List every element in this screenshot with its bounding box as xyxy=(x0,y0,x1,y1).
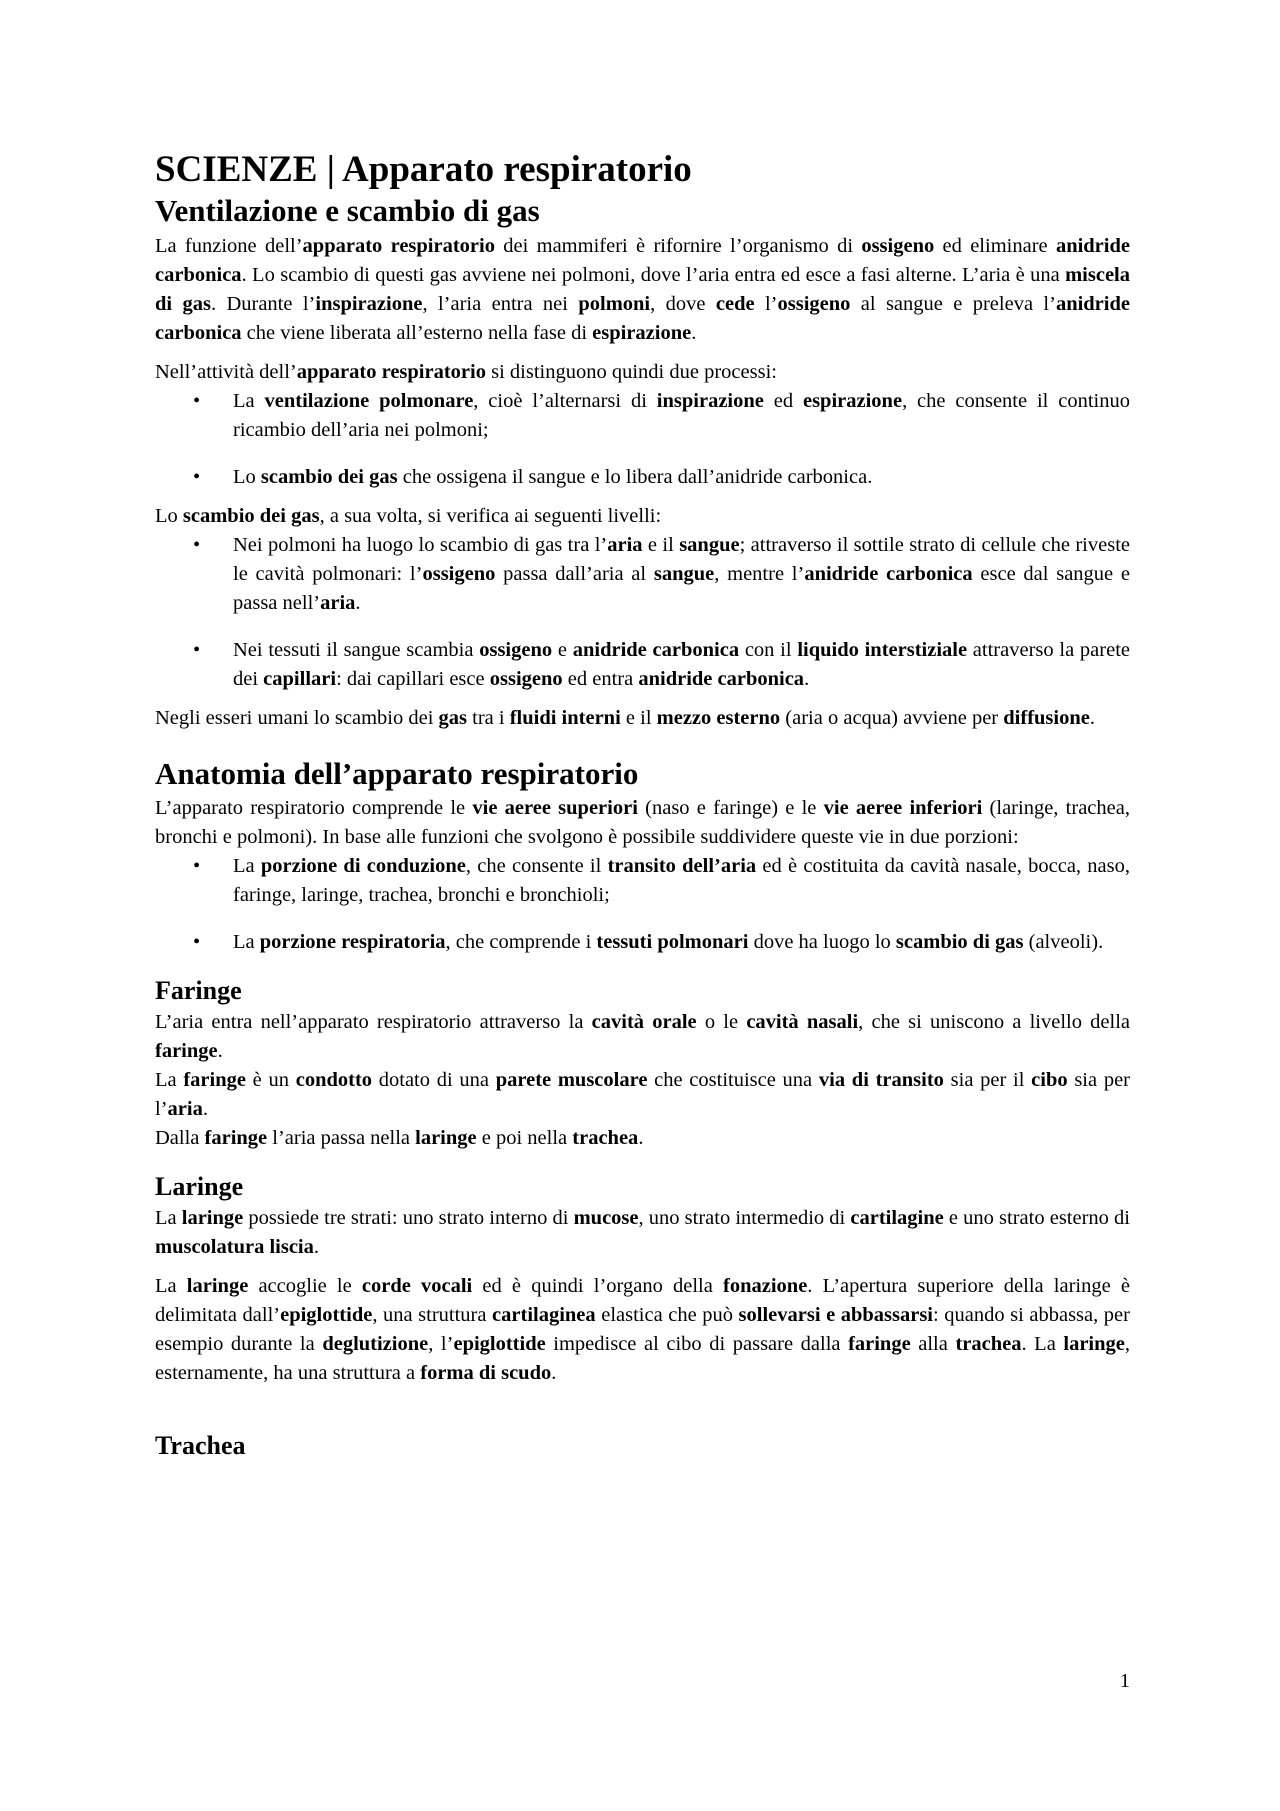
bold-term: laringe xyxy=(181,1207,244,1230)
bold-term: ossigeno xyxy=(489,667,563,690)
bold-term: fonazione xyxy=(723,1275,808,1298)
bold-term: anidride carbonica xyxy=(572,638,740,661)
bold-term: aria xyxy=(320,591,356,614)
bullet-list xyxy=(155,387,1130,492)
bold-term: forma di scudo xyxy=(420,1362,552,1385)
section-heading-anatomia: Anatomia dell’apparato respiratorio xyxy=(155,755,639,791)
bold-term: cavità nasali xyxy=(746,1010,859,1033)
bold-term: anidride carbonica xyxy=(155,234,1130,286)
bold-term: epiglottide xyxy=(280,1304,373,1327)
bold-term: sangue xyxy=(679,533,740,556)
bold-term: trachea xyxy=(955,1333,1022,1356)
bold-term: capillari xyxy=(263,667,337,690)
bold-term: porzione respiratoria xyxy=(259,930,446,953)
list-item: • La porzione respiratoria, che comprende i tessuti polmonari dove ha luogo lo scambio di gas (alveoli). xyxy=(155,928,1130,957)
page-number: 1 xyxy=(1119,1670,1130,1692)
bold-term: gas xyxy=(438,706,468,729)
bold-term: apparato respiratorio xyxy=(302,234,495,257)
bold-term: espirazione xyxy=(802,389,903,412)
paragraph: La laringe accoglie le corde vocali ed è quindi l’organo della fonazione. L’apertura superiore della laringe è delimitata dall’epiglottide, una struttura cartilaginea elastica che può sollevarsi e abbassarsi: quando si abbassa, per esempio durante la deglutizione, l’epiglottide impedisce al cibo di passare dalla faringe alla trachea. La laringe, esternamente, ha una struttura a forma di scudo. xyxy=(155,1275,1130,1385)
bold-term: laringe xyxy=(186,1275,249,1298)
bullet-icon: • xyxy=(193,389,201,412)
bold-term: miscela di gas xyxy=(155,263,1130,315)
document-page xyxy=(155,148,1130,1463)
paragraph: La faringe è un condotto dotato di una parete muscolare che costituisce una via di transito sia per il cibo sia per l’aria. xyxy=(155,1068,1130,1120)
bold-term: scambio dei gas xyxy=(182,504,320,527)
bullet-icon: • xyxy=(193,638,201,661)
bold-term: sangue xyxy=(653,562,715,585)
bullet-icon: • xyxy=(193,465,201,488)
bold-term: apparato respiratorio xyxy=(296,360,486,383)
bold-term: vie aeree superiori xyxy=(472,796,638,819)
bold-term: scambio di gas xyxy=(895,930,1024,953)
bold-term: aria xyxy=(607,533,643,556)
section-heading-ventilazione: Ventilazione e scambio di gas xyxy=(155,193,540,229)
bold-term: cartilagine xyxy=(850,1207,944,1230)
paragraph: Dalla faringe l’aria passa nella laringe e poi nella trachea. xyxy=(155,1126,644,1149)
bold-term: laringe xyxy=(1063,1333,1125,1356)
list-item: • La porzione di conduzione, che consente il transito dell’aria ed è costituita da cavità nasale, bocca, naso, faringe, laringe, trachea, bronchi e bronchioli; xyxy=(155,852,1130,910)
bold-term: muscolatura liscia xyxy=(155,1236,314,1259)
bullet-list xyxy=(155,852,1130,957)
bold-term: parete muscolare xyxy=(495,1068,648,1091)
bullet-list xyxy=(155,531,1130,694)
bold-term: inspirazione xyxy=(656,389,764,412)
subsection-heading-laringe: Laringe xyxy=(155,1171,244,1201)
list-item: • Nei polmoni ha luogo lo scambio di gas tra l’aria e il sangue; attraverso il sottile strato di cellule che riveste le cavità polmonari: l’ossigeno passa dall’aria al sangue, mentre l’anidride carbonica esce dal sangue e passa nell’aria. xyxy=(155,531,1130,618)
bold-term: trachea xyxy=(572,1126,639,1149)
subsection-heading-trachea: Trachea xyxy=(155,1431,246,1461)
bold-term: cibo xyxy=(1031,1068,1068,1091)
list-item: • Lo scambio dei gas che ossigena il sangue e lo libera dall’anidride carbonica. xyxy=(155,463,1130,492)
bold-term: porzione di conduzione xyxy=(260,854,466,877)
bold-term: corde vocali xyxy=(361,1275,473,1298)
bold-term: condotto xyxy=(295,1068,373,1091)
bold-term: diffusione xyxy=(1003,706,1090,729)
page-title: SCIENZE | Apparato respiratorio xyxy=(155,149,692,190)
bold-term: ossigeno xyxy=(479,638,553,661)
bold-term: faringe xyxy=(848,1333,911,1356)
paragraph: L’apparato respiratorio comprende le vie aeree superiori (naso e faringe) e le vie aeree inferiori (laringe, trachea, bronchi e polmoni). In base alle funzioni che svolgono è possibile suddividere queste vie in due porzioni: xyxy=(155,796,1130,848)
bold-term: deglutizione xyxy=(322,1333,429,1356)
bullet-icon: • xyxy=(193,533,201,556)
bold-term: anidride carbonica xyxy=(638,667,805,690)
bold-term: anidride carbonica xyxy=(155,292,1130,344)
bold-term: faringe xyxy=(183,1068,246,1091)
bold-term: laringe xyxy=(415,1126,477,1149)
list-item: • Nei tessuti il sangue scambia ossigeno e anidride carbonica con il liquido interstiziale attraverso la parete dei capillari: dai capillari esce ossigeno ed entra anidride carbonica. xyxy=(155,636,1130,694)
bullet-icon: • xyxy=(193,930,201,953)
bold-term: aria xyxy=(167,1097,203,1120)
bold-term: faringe xyxy=(204,1126,268,1149)
bold-term: anidride carbonica xyxy=(804,562,973,585)
paragraph: La funzione dell’apparato respiratorio dei mammiferi è rifornire l’organismo di ossigeno ed eliminare anidride carbonica. Lo scambio di questi gas avviene nei polmoni, dove l’aria entra ed esce a fasi alterne. L’aria è una miscela di gas. Durante l’inspirazione, l’aria entra nei polmoni, dove cede l’ossigeno al sangue e preleva l’anidride carbonica che viene liberata all’esterno nella fase di espirazione. xyxy=(155,234,1130,344)
bullet-icon: • xyxy=(193,854,201,877)
bold-term: ossigeno xyxy=(777,292,851,315)
paragraph: Lo scambio dei gas, a sua volta, si verifica ai seguenti livelli: xyxy=(155,504,662,527)
bold-term: cavità orale xyxy=(591,1010,697,1033)
bold-term: ossigeno xyxy=(861,234,935,257)
list-item: • La ventilazione polmonare, cioè l’alternarsi di inspirazione ed espirazione, che consente il continuo ricambio dell’aria nei polmoni; xyxy=(155,387,1130,445)
subsection-heading-faringe: Faringe xyxy=(155,975,242,1005)
paragraph: L’aria entra nell’apparato respiratorio attraverso la cavità orale o le cavità nasali, che si uniscono a livello della faringe. xyxy=(155,1010,1131,1062)
bold-term: fluidi interni xyxy=(509,706,621,729)
bold-term: inspirazione xyxy=(315,292,423,315)
bold-term: mezzo esterno xyxy=(656,706,781,729)
bold-term: espirazione xyxy=(592,321,692,344)
bold-term: epiglottide xyxy=(453,1333,546,1356)
paragraph: Nell’attività dell’apparato respiratorio si distinguono quindi due processi: xyxy=(155,360,777,383)
bold-term: vie aeree inferiori xyxy=(823,796,983,819)
bold-term: sollevarsi e abbassarsi xyxy=(738,1304,934,1327)
paragraph: Negli esseri umani lo scambio dei gas tra i fluidi interni e il mezzo esterno (aria o acqua) avviene per diffusione. xyxy=(155,706,1095,729)
bold-term: cede xyxy=(715,292,755,315)
bold-term: cartilaginea xyxy=(492,1304,596,1327)
bold-term: scambio dei gas xyxy=(260,465,398,488)
bold-term: faringe xyxy=(155,1039,218,1062)
bold-term: tessuti polmonari xyxy=(596,930,749,953)
bold-term: polmoni xyxy=(578,292,651,315)
bold-term: ventilazione polmonare xyxy=(264,389,474,412)
paragraph: La laringe possiede tre strati: uno strato interno di mucose, uno strato intermedio di cartilagine e uno strato esterno di muscolatura liscia. xyxy=(155,1207,1131,1259)
bold-term: via di transito xyxy=(818,1068,944,1091)
bold-term: transito dell’aria xyxy=(607,854,757,877)
bold-term: liquido interstiziale xyxy=(797,638,968,661)
bold-term: ossigeno xyxy=(422,562,496,585)
bold-term: mucose xyxy=(573,1207,639,1230)
